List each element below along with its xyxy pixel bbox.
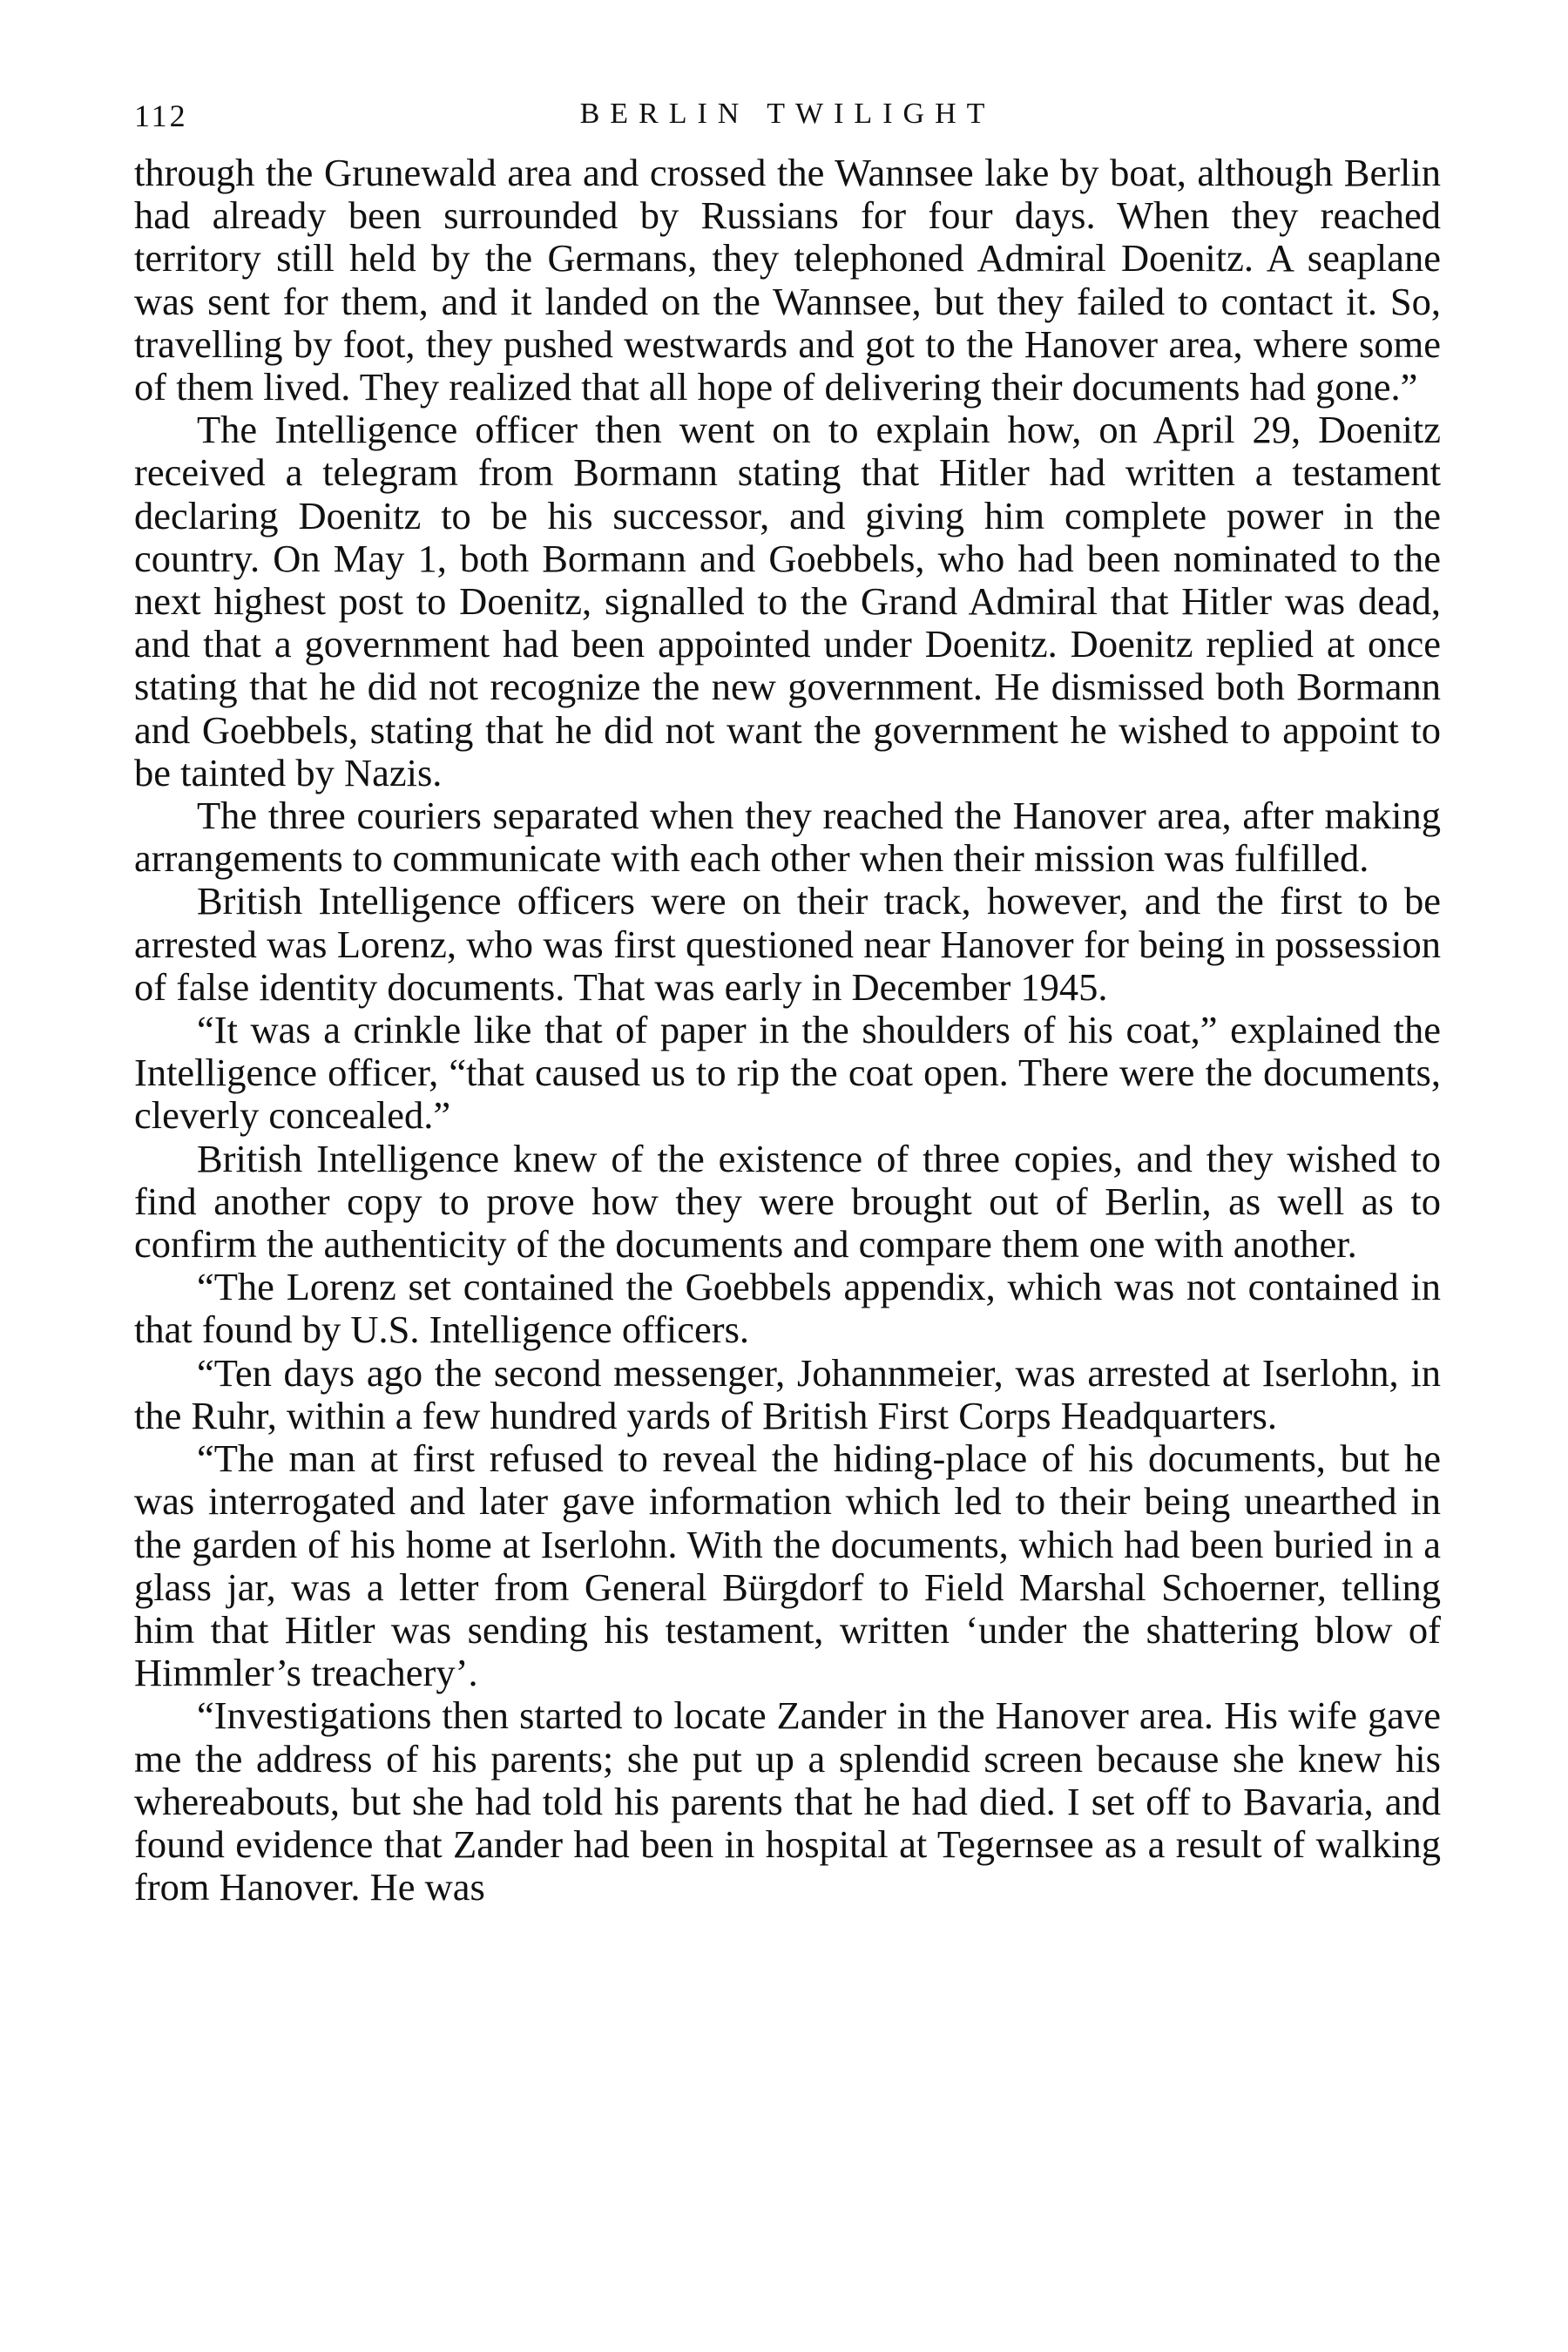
body-text <box>134 152 1441 1909</box>
running-head <box>134 96 1441 146</box>
paragraph: British Intelligence officers were on their track, however, and the first to be arrested was Lorenz, who was first questioned near Hanover for being in possession of false identity documents. That was early in December 1945. <box>134 879 1441 1009</box>
paragraph: “Investigations then started to locate Zander in the Hanover area. His wife gave me the address of his parents; she put up a splendid screen because she knew his whereabouts, but she had told his parents that he had died. I set off to Bavaria, and found evidence that Zander had been in hospital at Tegernsee as a result of walking from Hanover. He was <box>134 1693 1441 1909</box>
paragraph: “The Lorenz set contained the Goebbels appendix, which was not contained in that found by U.S. Intelligence officers. <box>134 1265 1441 1352</box>
paragraph: The three couriers separated when they reached the Hanover area, after making arrangements to communicate with each other when their mission was fulfilled. <box>134 794 1441 881</box>
paragraph: The Intelligence officer then went on to explain how, on April 29, Doenitz received a telegram from Bormann stating that Hitler had written a testament declaring Doenitz to be his successor, and giving him complete power in the country. On May 1, both Bormann and Goebbels, who had been nominated to the next highest post to Doenitz, signalled to the Grand Admiral that Hitler was dead, and that a government had been appointed under Doenitz. Doenitz replied at once stating that he did not recognize the new government. He dismissed both Bormann and Goebbels, stating that he did not want the government he wished to appoint to be tainted by Nazis. <box>134 408 1441 794</box>
book-title: BERLIN TWILIGHT <box>579 98 996 130</box>
book-page <box>134 96 1441 2291</box>
paragraph: British Intelligence knew of the existence of three copies, and they wished to find another copy to prove how they were brought out of Berlin, as well as to confirm the authenticity of the documents and compare them one with another. <box>134 1136 1441 1267</box>
paragraph: “Ten days ago the second messenger, Johannmeier, was arrested at Iserlohn, in the Ruhr, within a few hundred yards of British First Corps Headquarters. <box>134 1350 1441 1437</box>
paragraph-continued: through the Grunewald area and crossed the Wannsee lake by boat, although Berlin had already been surrounded by Russians for four days. When they reached territory still held by the Germans, they telephoned Admiral Doenitz. A seaplane was sent for them, and it landed on the Wannsee, but they failed to contact it. So, travelling by foot, they pushed westwards and got to the Hanover area, where some of them lived. They realized that all hope of delivering their documents had gone.” <box>134 151 1441 409</box>
paragraph: “It was a crinkle like that of paper in the shoulders of his coat,” explained the Intelligence officer, “that caused us to rip the coat open. There were the documents, cleverly concealed.” <box>134 1008 1441 1138</box>
page-number: 112 <box>134 98 188 133</box>
paragraph: “The man at first refused to reveal the hiding-place of his documents, but he was interrogated and later gave information which led to their being unearthed in the garden of his home at Iserlohn. With the documents, which had been buried in a glass jar, was a letter from General Bürgdorf to Field Marshal Schoerner, telling him that Hitler was sending his testament, written ‘under the shattering blow of Himmler’s treachery’. <box>134 1436 1441 1695</box>
